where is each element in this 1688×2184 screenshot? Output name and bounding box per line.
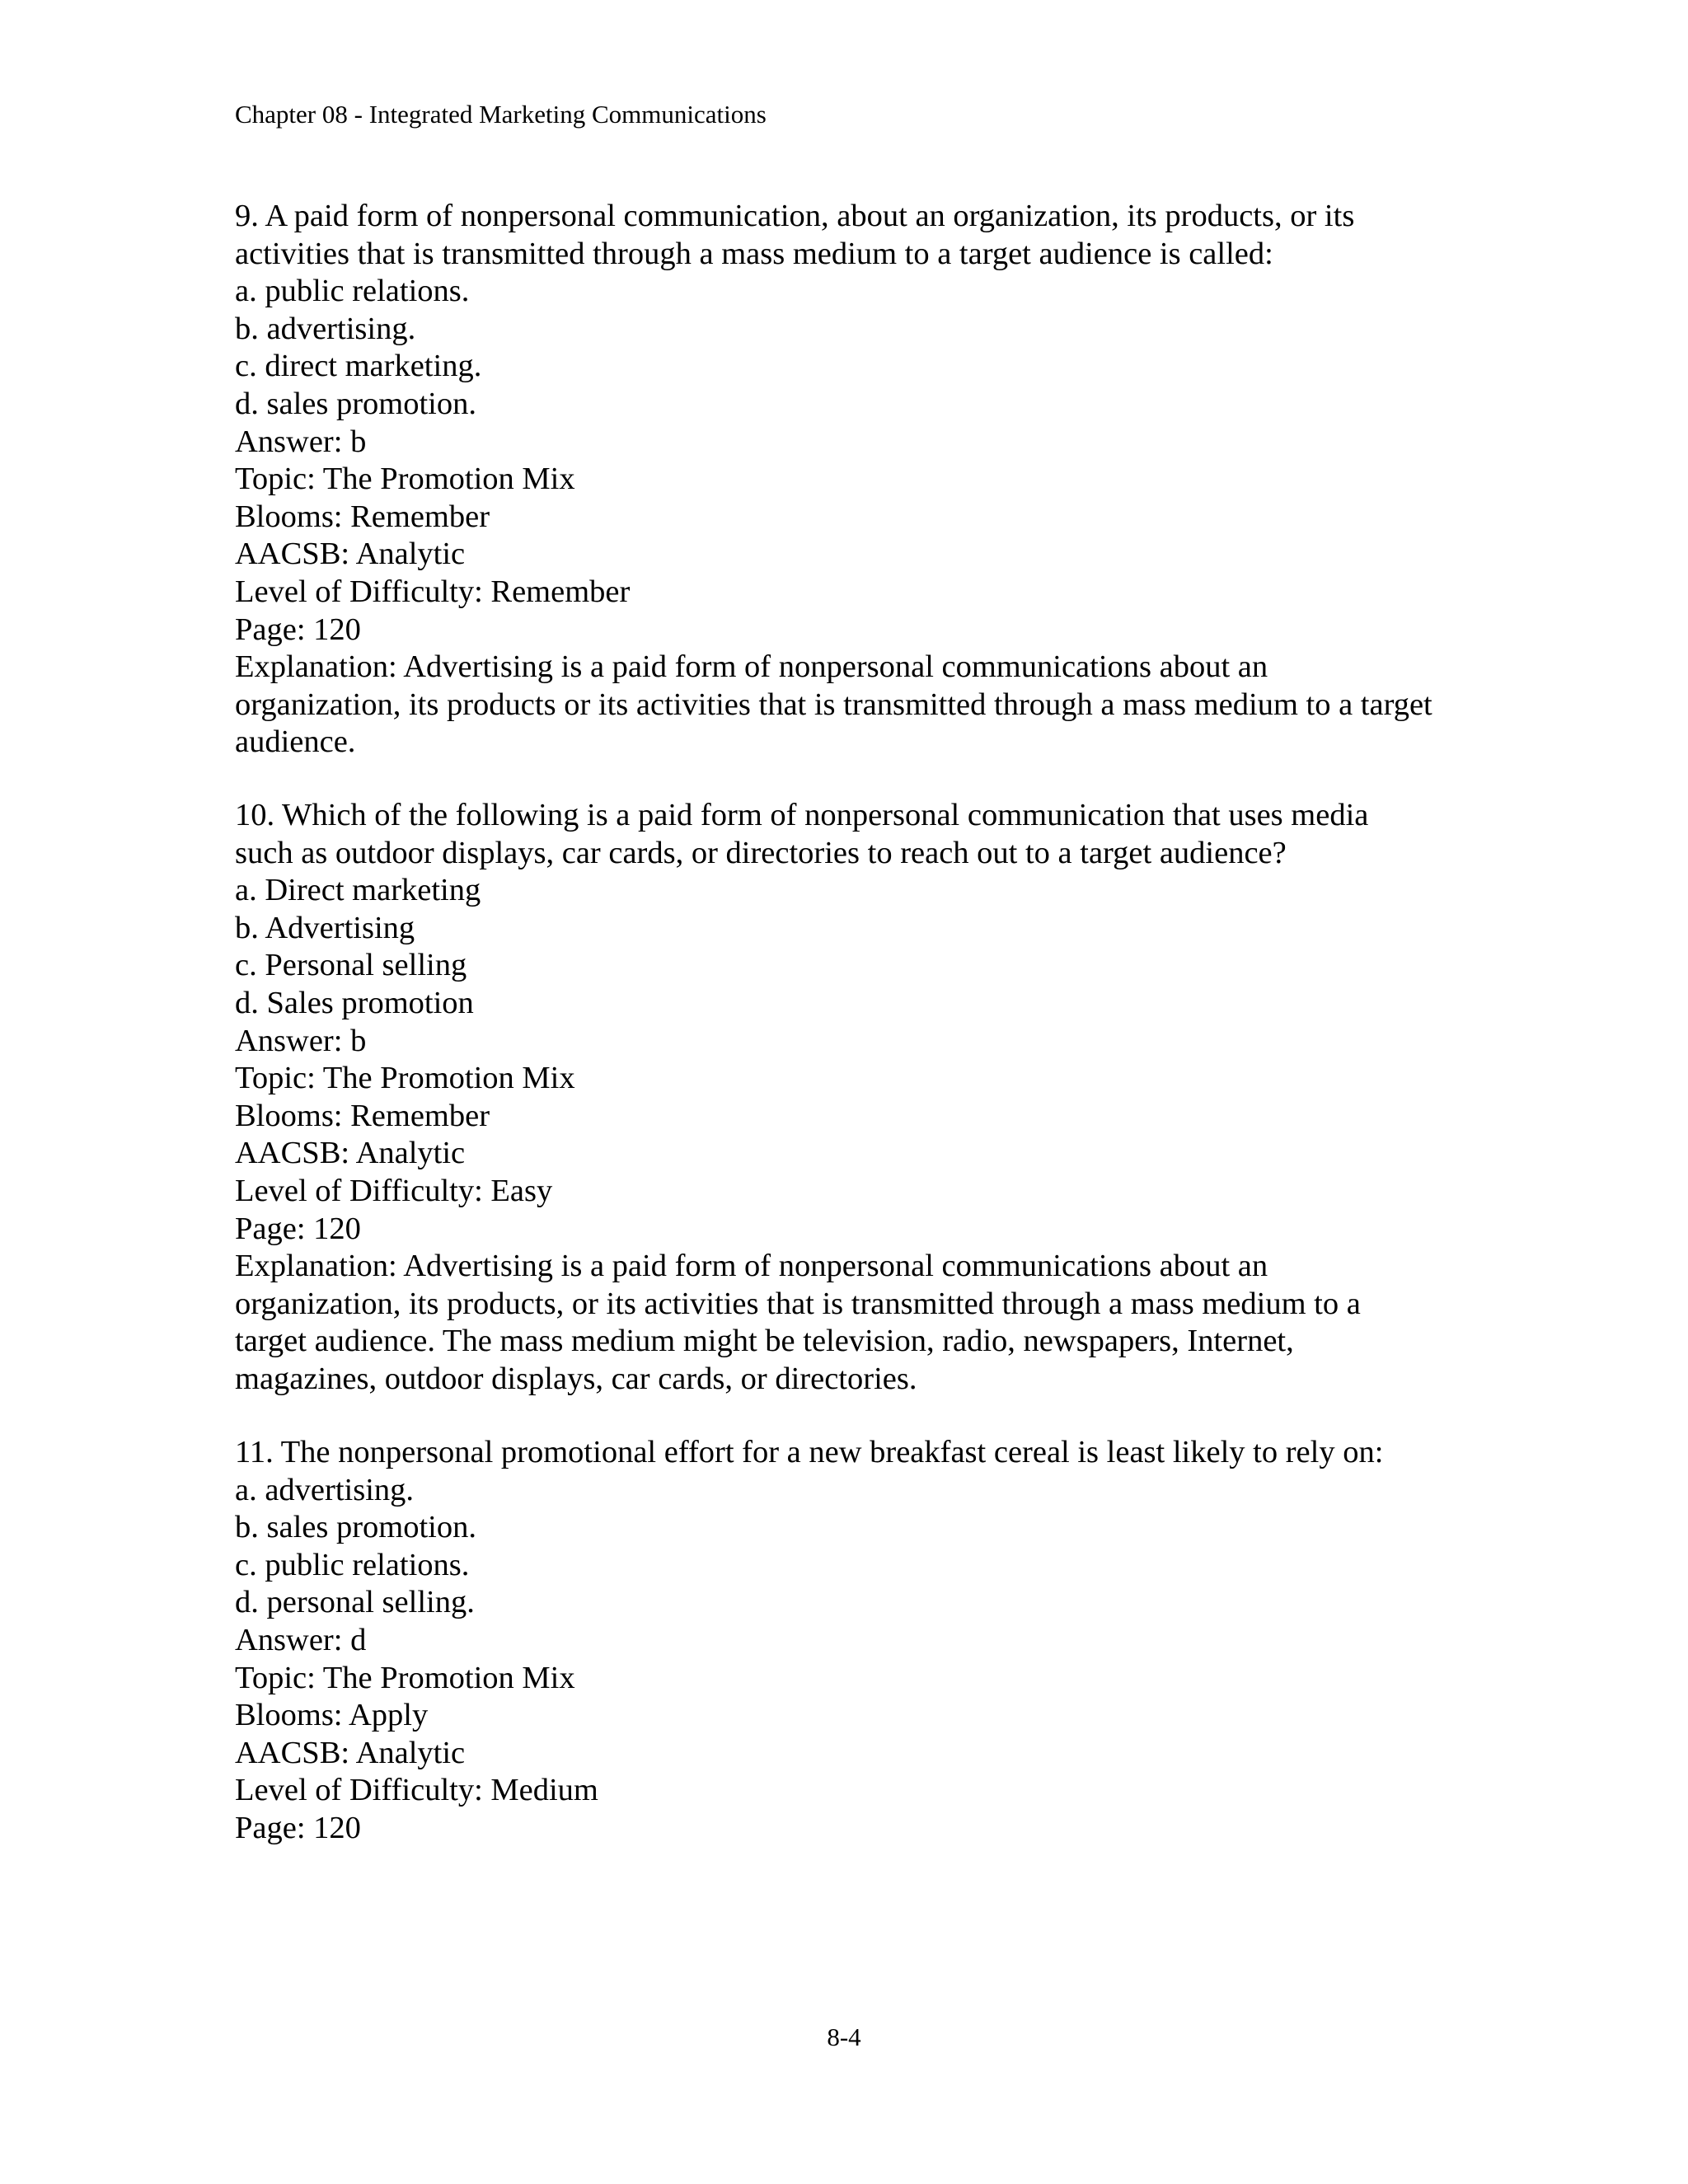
answer-option-b: b. Advertising — [235, 910, 415, 945]
explanation-line: Explanation: Advertising is a paid form of nonpersonal communications about an — [235, 1249, 1268, 1284]
answer-option-a: a. public relations. — [235, 274, 470, 309]
explanation-line: audience. — [235, 724, 356, 760]
page-reference: Page: 120 — [235, 1211, 361, 1246]
page-header: Chapter 08 - Integrated Marketing Communications — [235, 100, 767, 129]
blooms-label: Blooms: Remember — [235, 1098, 490, 1133]
answer-key: Answer: d — [235, 1622, 367, 1657]
question-9 — [235, 198, 1488, 762]
aacsb-label: AACSB: Analytic — [235, 537, 466, 572]
explanation-line: magazines, outdoor displays, car cards, or directories. — [235, 1361, 917, 1396]
question-stem-line: 10. Which of the following is a paid form of nonpersonal communication that uses media — [235, 798, 1369, 832]
question-stem-line: 11. The nonpersonal promotional effort for a new breakfast cereal is least likely to rely on: — [235, 1435, 1384, 1469]
difficulty-label: Level of Difficulty: Medium — [235, 1773, 598, 1808]
blooms-label: Blooms: Remember — [235, 499, 490, 534]
answer-option-d: d. sales promotion. — [235, 386, 476, 421]
explanation-line: target audience. The mass medium might be television, radio, newspapers, Internet, — [235, 1324, 1294, 1359]
answer-option-a: a. Direct marketing — [235, 873, 481, 908]
answer-option-c: c. public relations. — [235, 1547, 470, 1582]
blooms-label: Blooms: Apply — [235, 1698, 429, 1733]
question-10 — [235, 797, 1488, 1399]
answer-option-c: c. Personal selling — [235, 948, 467, 983]
answer-option-b: b. advertising. — [235, 311, 416, 346]
topic-label: Topic: The Promotion Mix — [235, 462, 575, 497]
page-reference: Page: 120 — [235, 1810, 361, 1845]
answer-key: Answer: b — [235, 1023, 367, 1058]
question-stem-line: such as outdoor displays, car cards, or directories to reach out to a target audience? — [235, 835, 1287, 870]
answer-key: Answer: b — [235, 424, 367, 459]
difficulty-label: Level of Difficulty: Remember — [235, 574, 631, 609]
page-reference: Page: 120 — [235, 612, 361, 647]
topic-label: Topic: The Promotion Mix — [235, 1061, 575, 1096]
question-11 — [235, 1434, 1488, 1848]
aacsb-label: AACSB: Analytic — [235, 1735, 466, 1770]
answer-option-b: b. sales promotion. — [235, 1510, 476, 1545]
answer-option-a: a. advertising. — [235, 1472, 415, 1507]
difficulty-label: Level of Difficulty: Easy — [235, 1173, 553, 1208]
aacsb-label: AACSB: Analytic — [235, 1136, 466, 1171]
explanation-line: organization, its products, or its activities that is transmitted through a mass medium to a — [235, 1286, 1361, 1321]
answer-option-d: d. personal selling. — [235, 1585, 475, 1620]
question-stem-line: activities that is transmitted through a mass medium to a target audience is called: — [235, 236, 1273, 271]
page-number: 8-4 — [827, 2022, 861, 2051]
explanation-line: Explanation: Advertising is a paid form of nonpersonal communications about an — [235, 649, 1268, 685]
topic-label: Topic: The Promotion Mix — [235, 1660, 575, 1695]
question-stem-line: 9. A paid form of nonpersonal communication, about an organization, its products, or its — [235, 199, 1355, 233]
explanation-line: organization, its products or its activities that is transmitted through a mass medium to a target — [235, 687, 1432, 722]
answer-option-c: c. direct marketing. — [235, 349, 482, 384]
answer-option-d: d. Sales promotion — [235, 985, 474, 1020]
